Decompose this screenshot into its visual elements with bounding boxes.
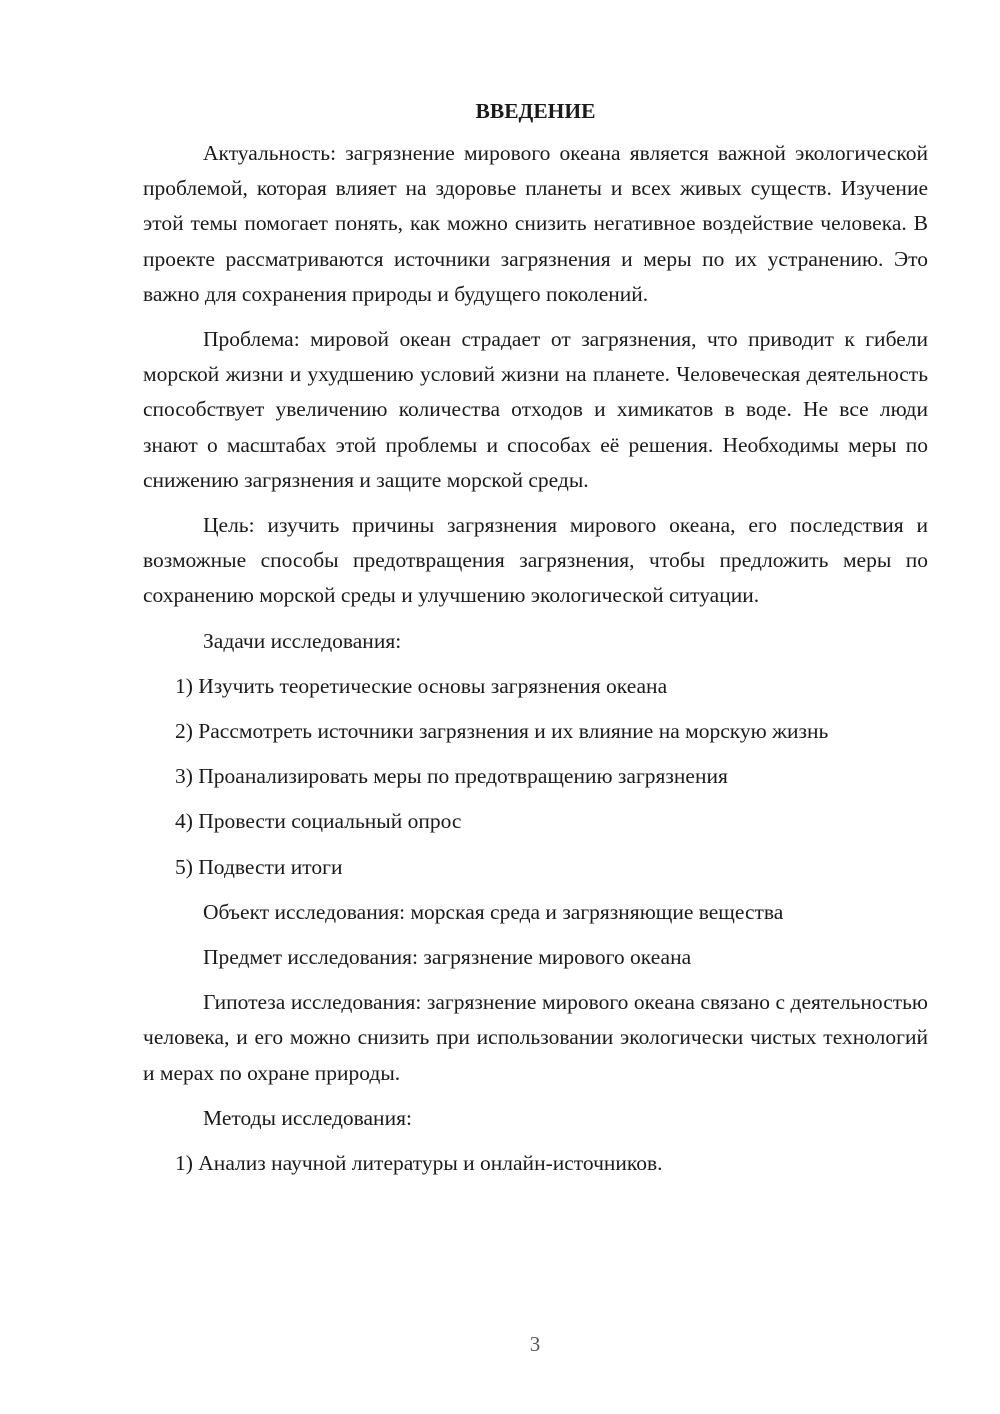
task-item: 4) Провести социальный опрос <box>175 809 462 834</box>
method-item: 1) Анализ научной литературы и онлайн-источников. <box>175 1151 663 1176</box>
page-number: 3 <box>529 1332 541 1356</box>
goal-paragraph: Цель: изучить причины загрязнения мирового океана, его последствия и возможные способы предотвращения загрязнения, чтобы предложить меры по сохранению морской среды и улучшению экологической ситуации. <box>143 513 928 608</box>
document-page <box>143 96 928 1191</box>
task-item: 3) Проанализировать меры по предотвращению загрязнения <box>175 764 728 789</box>
research-object: Объект исследования: морская среда и загрязняющие вещества <box>203 899 784 924</box>
relevance-paragraph: Актуальность: загрязнение мирового океана является важной экологической проблемой, которая влияет на здоровье планеты и всех живых существ. Изучение этой темы помогает понять, как можно снизить негативное воздействие человека. В проекте рассматриваются источники загрязнения и меры по их устранению. Это важно для сохранения природы и будущего поколений. <box>143 141 928 306</box>
task-item: 2) Рассмотреть источники загрязнения и их влияние на морскую жизнь <box>175 719 829 744</box>
task-item: 5) Подвести итоги <box>175 854 343 879</box>
hypothesis-paragraph: Гипотеза исследования: загрязнение мирового океана связано с деятельностью человека, и его можно снизить при использовании экологически чистых технологий и мерах по охране природы. <box>143 990 928 1085</box>
task-item: 1) Изучить теоретические основы загрязнения океана <box>175 673 668 698</box>
tasks-heading: Задачи исследования: <box>203 628 402 653</box>
problem-paragraph: Проблема: мировой океан страдает от загрязнения, что приводит к гибели морской жизни и ухудшению условий жизни на планете. Человеческая деятельность способствует увеличению количества отходов и химикатов в воде. Не все люди знают о масштабах этой проблемы и способах её решения. Необходимы меры по снижению загрязнения и защите морской среды. <box>143 327 928 492</box>
section-title: ВВЕДЕНИЕ <box>475 99 596 123</box>
methods-heading: Методы исследования: <box>203 1105 412 1130</box>
research-subject: Предмет исследования: загрязнение мирового океана <box>203 945 692 970</box>
